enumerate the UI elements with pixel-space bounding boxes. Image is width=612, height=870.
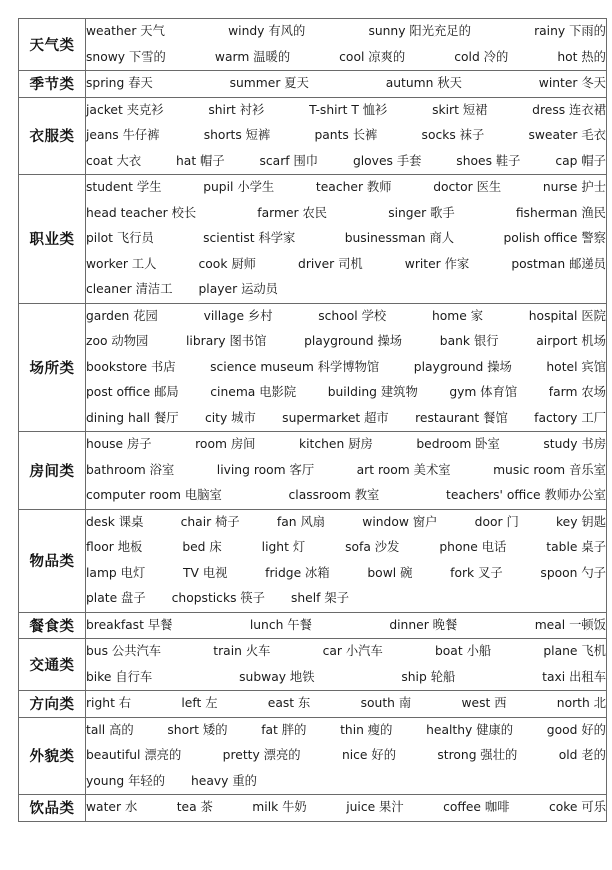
vocab-word: window 窗户	[362, 514, 438, 529]
vocab-word: coke 可乐	[548, 800, 606, 814]
vocab-word: skirt 短裙	[432, 102, 488, 117]
vocab-word: library 图书馆	[186, 334, 267, 348]
vocab-word: phone 电话	[439, 540, 507, 554]
vocab-word: post office 邮局	[86, 385, 179, 399]
vocab-word: living room 客厅	[216, 462, 315, 477]
vocab-word: shirt 衬衫	[208, 102, 265, 117]
word-line	[86, 743, 606, 769]
category-label: 物品类	[19, 509, 86, 612]
word-line	[86, 277, 606, 303]
vocab-word: postman 邮递员	[511, 256, 606, 271]
vocab-word: beautiful 漂亮的	[86, 748, 182, 762]
vocab-word: shoes 鞋子	[456, 153, 521, 168]
category-row	[19, 612, 607, 639]
category-row	[19, 509, 607, 612]
vocab-word: door 门	[474, 514, 519, 529]
vocab-word: lunch 午餐	[249, 617, 312, 632]
word-line	[86, 458, 606, 484]
word-line	[86, 769, 606, 795]
vocab-word: north 北	[556, 696, 606, 710]
vocab-word: tea 茶	[176, 800, 213, 814]
vocab-word: study 书房	[543, 437, 606, 451]
vocab-word: heavy 重的	[191, 773, 257, 788]
vocab-word: dinner 晚餐	[389, 617, 458, 632]
vocab-word: student 学生	[86, 180, 162, 194]
vocab-word: science museum 科学博物馆	[210, 359, 380, 374]
vocab-word: warm 温暖的	[214, 49, 291, 64]
vocab-word: fridge 冰箱	[265, 565, 330, 580]
word-line	[86, 355, 606, 381]
category-words	[86, 717, 607, 795]
vocab-word: rainy 下雨的	[534, 24, 606, 38]
vocab-word: head teacher 校长	[86, 205, 197, 220]
category-label: 房间类	[19, 432, 86, 510]
vocab-word: car 小汽车	[322, 644, 383, 658]
vocab-word: water 水	[86, 800, 138, 814]
word-line	[86, 639, 606, 665]
word-line	[86, 252, 606, 278]
vocab-word: short 矮的	[167, 722, 228, 737]
vocab-word: boat 小船	[434, 644, 492, 658]
category-row	[19, 175, 607, 304]
vocab-word: farm 农场	[548, 385, 606, 399]
vocab-word: gym 体育馆	[449, 385, 518, 399]
vocab-word: east 东	[267, 696, 311, 710]
vocab-word: shorts 短裤	[203, 128, 271, 142]
vocab-word: businessman 商人	[344, 231, 455, 245]
category-label: 衣服类	[19, 97, 86, 175]
category-words	[86, 19, 607, 71]
vocab-word: sofa 沙发	[345, 540, 400, 554]
vocab-word: fisherman 渔民	[515, 205, 606, 220]
vocab-word: playground 操场	[413, 359, 512, 374]
vocab-word: thin 瘦的	[340, 722, 393, 737]
word-line	[86, 432, 606, 458]
vocab-word: meal 一顿饭	[534, 617, 606, 632]
vocab-word: shelf 架子	[290, 591, 349, 605]
word-line	[86, 795, 606, 821]
vocab-word: chair 椅子	[180, 514, 240, 529]
vocab-word: pants 长裤	[314, 128, 378, 142]
vocab-word: house 房子	[86, 437, 152, 451]
vocab-word: restaurant 餐馆	[415, 410, 508, 425]
category-row	[19, 71, 607, 98]
vocab-word: cinema 电影院	[210, 385, 297, 399]
word-line	[86, 304, 606, 330]
vocab-word: spoon 勺子	[540, 565, 606, 580]
category-row	[19, 717, 607, 795]
vocab-word: socks 袜子	[421, 128, 485, 142]
category-row	[19, 19, 607, 71]
category-label: 方向类	[19, 691, 86, 718]
vocab-word: south 南	[360, 696, 412, 710]
vocab-word: building 建筑物	[327, 385, 418, 399]
vocab-word: art room 美术室	[356, 462, 451, 477]
vocab-word: bowl 碗	[367, 565, 413, 580]
vocab-word: factory 工厂	[534, 410, 606, 425]
word-line	[86, 380, 606, 406]
vocabulary-table-body	[19, 19, 607, 822]
category-label: 天气类	[19, 19, 86, 71]
vocab-word: teacher 教师	[315, 180, 392, 194]
category-row	[19, 639, 607, 691]
vocab-word: plane 飞机	[543, 644, 606, 658]
vocab-word: snowy 下雪的	[86, 49, 166, 64]
vocab-word: player 运动员	[198, 282, 278, 296]
category-label: 交通类	[19, 639, 86, 691]
vocab-word: cook 厨师	[198, 256, 256, 271]
vocab-word: dining hall 餐厅	[86, 410, 179, 425]
category-row	[19, 97, 607, 175]
word-line	[86, 586, 606, 612]
vocab-word: weather 天气	[86, 24, 165, 38]
category-row	[19, 303, 607, 432]
vocab-word: doctor 医生	[433, 180, 502, 194]
word-line	[86, 123, 606, 149]
vocabulary-table	[18, 18, 607, 822]
vocab-word: juice 果汁	[346, 800, 404, 814]
word-line	[86, 483, 606, 509]
vocab-word: fan 风扇	[276, 514, 326, 529]
category-label: 外貌类	[19, 717, 86, 795]
vocab-word: room 房间	[195, 437, 256, 451]
vocab-word: supermarket 超市	[282, 410, 389, 425]
vocab-word: bike 自行车	[86, 669, 153, 684]
vocab-word: hot 热的	[557, 49, 606, 64]
vocab-word: sunny 阳光充足的	[368, 24, 471, 38]
vocab-word: hat 帽子	[176, 153, 225, 168]
vocab-word: garden 花园	[86, 308, 158, 323]
vocab-word: strong 强壮的	[437, 748, 518, 762]
category-label: 餐食类	[19, 612, 86, 639]
vocab-word: worker 工人	[86, 256, 157, 271]
word-line	[86, 149, 606, 175]
vocab-word: subway 地铁	[239, 669, 315, 684]
category-words	[86, 432, 607, 510]
vocab-word: writer 作家	[404, 256, 470, 271]
vocab-word: lamp 电灯	[86, 565, 146, 580]
vocab-word: coat 大衣	[86, 153, 142, 168]
vocab-word: T-shirt T 恤衫	[309, 102, 388, 117]
category-words	[86, 691, 607, 718]
vocab-word: teachers' office 教师办公室	[446, 488, 606, 502]
category-words	[86, 71, 607, 98]
vocab-word: hospital 医院	[528, 308, 606, 323]
vocab-word: nurse 护士	[542, 180, 606, 194]
vocab-word: kitchen 厨房	[299, 437, 373, 451]
vocab-word: train 火车	[213, 644, 271, 658]
vocab-word: computer room 电脑室	[86, 488, 222, 502]
vocab-word: village 乡村	[203, 308, 273, 323]
vocab-word: scientist 科学家	[203, 231, 296, 245]
vocab-word: farmer 农民	[257, 205, 328, 220]
vocab-word: good 好的	[546, 722, 606, 737]
vocab-word: cool 凉爽的	[339, 49, 406, 64]
vocab-word: summer 夏天	[229, 76, 309, 90]
category-words	[86, 97, 607, 175]
vocab-word: sweater 毛衣	[528, 128, 606, 142]
vocab-word: playground 操场	[304, 334, 403, 348]
vocab-word: autumn 秋天	[385, 76, 462, 90]
vocab-word: fork 叉子	[450, 565, 503, 580]
vocab-word: zoo 动物园	[86, 334, 149, 348]
category-words	[86, 175, 607, 304]
word-line	[86, 406, 606, 432]
vocab-word: jeans 牛仔裤	[86, 128, 160, 142]
vocab-word: windy 有风的	[228, 24, 306, 38]
vocab-word: airport 机场	[536, 334, 606, 348]
word-line	[86, 613, 606, 639]
word-line	[86, 98, 606, 124]
word-line	[86, 71, 606, 97]
vocab-word: singer 歌手	[388, 205, 455, 220]
vocab-word: chopsticks 筷子	[171, 591, 265, 605]
vocab-word: light 灯	[261, 540, 306, 554]
category-words	[86, 509, 607, 612]
category-words	[86, 795, 607, 822]
vocab-word: key 钥匙	[555, 514, 606, 529]
vocab-word: bathroom 浴室	[86, 462, 175, 477]
vocab-word: TV 电视	[182, 565, 228, 580]
vocab-word: table 桌子	[546, 540, 606, 554]
vocab-word: bus 公共汽车	[86, 644, 162, 658]
vocab-word: music room 音乐室	[493, 462, 606, 477]
category-words	[86, 639, 607, 691]
vocab-word: young 年轻的	[86, 773, 165, 788]
vocab-word: milk 牛奶	[252, 800, 307, 814]
vocab-word: left 左	[181, 696, 218, 710]
category-label: 职业类	[19, 175, 86, 304]
vocab-word: polish office 警察	[503, 231, 606, 245]
vocab-word: home 家	[431, 308, 484, 323]
vocab-word: classroom 教室	[288, 488, 380, 502]
vocab-word: pupil 小学生	[203, 180, 275, 194]
vocab-word: fat 胖的	[261, 722, 307, 737]
word-line	[86, 665, 606, 691]
category-label: 场所类	[19, 303, 86, 432]
word-line	[86, 175, 606, 201]
category-row	[19, 691, 607, 718]
vocab-word: bedroom 卧室	[416, 437, 500, 451]
word-line	[86, 329, 606, 355]
word-line	[86, 45, 606, 71]
vocab-word: dress 连衣裙	[532, 102, 606, 117]
vocab-word: bookstore 书店	[86, 359, 176, 374]
vocab-word: gloves 手套	[352, 153, 422, 168]
vocab-word: ship 轮船	[401, 669, 456, 684]
vocab-word: breakfast 早餐	[86, 617, 173, 632]
category-row	[19, 795, 607, 822]
vocab-word: coffee 咖啡	[443, 800, 510, 814]
word-line	[86, 691, 606, 717]
category-label: 季节类	[19, 71, 86, 98]
word-line	[86, 535, 606, 561]
vocab-word: tall 高的	[86, 722, 134, 737]
vocab-word: healthy 健康的	[426, 722, 514, 737]
vocab-word: plate 盘子	[86, 591, 146, 605]
vocab-word: jacket 夹克衫	[86, 102, 164, 117]
vocab-word: cold 冷的	[454, 49, 509, 64]
word-line	[86, 561, 606, 587]
vocab-word: scarf 围巾	[259, 153, 319, 168]
vocab-word: desk 课桌	[86, 514, 144, 529]
vocab-word: right 右	[86, 696, 132, 710]
vocab-word: winter 冬天	[538, 76, 606, 90]
vocab-word: west 西	[461, 696, 507, 710]
word-line	[86, 226, 606, 252]
category-row	[19, 432, 607, 510]
vocab-word: pilot 飞行员	[86, 231, 154, 245]
word-line	[86, 510, 606, 536]
vocab-word: cap 帽子	[555, 153, 606, 168]
vocab-word: pretty 漂亮的	[222, 748, 301, 762]
word-line	[86, 718, 606, 744]
vocab-word: floor 地板	[86, 540, 143, 554]
vocab-word: cleaner 清洁工	[86, 282, 173, 296]
category-words	[86, 303, 607, 432]
vocab-word: school 学校	[318, 308, 387, 323]
vocab-word: city 城市	[205, 410, 256, 425]
vocabulary-sheet	[18, 18, 607, 822]
category-label: 饮品类	[19, 795, 86, 822]
vocab-word: bank 银行	[439, 334, 499, 348]
vocab-word: driver 司机	[298, 256, 363, 271]
vocab-word: nice 好的	[341, 748, 396, 762]
vocab-word: bed 床	[182, 540, 222, 554]
vocab-word: hotel 宾馆	[546, 359, 606, 374]
word-line	[86, 19, 606, 45]
vocab-word: old 老的	[558, 748, 606, 762]
category-words	[86, 612, 607, 639]
vocab-word: spring 春天	[86, 76, 153, 90]
word-line	[86, 201, 606, 227]
vocab-word: taxi 出租车	[542, 669, 606, 684]
